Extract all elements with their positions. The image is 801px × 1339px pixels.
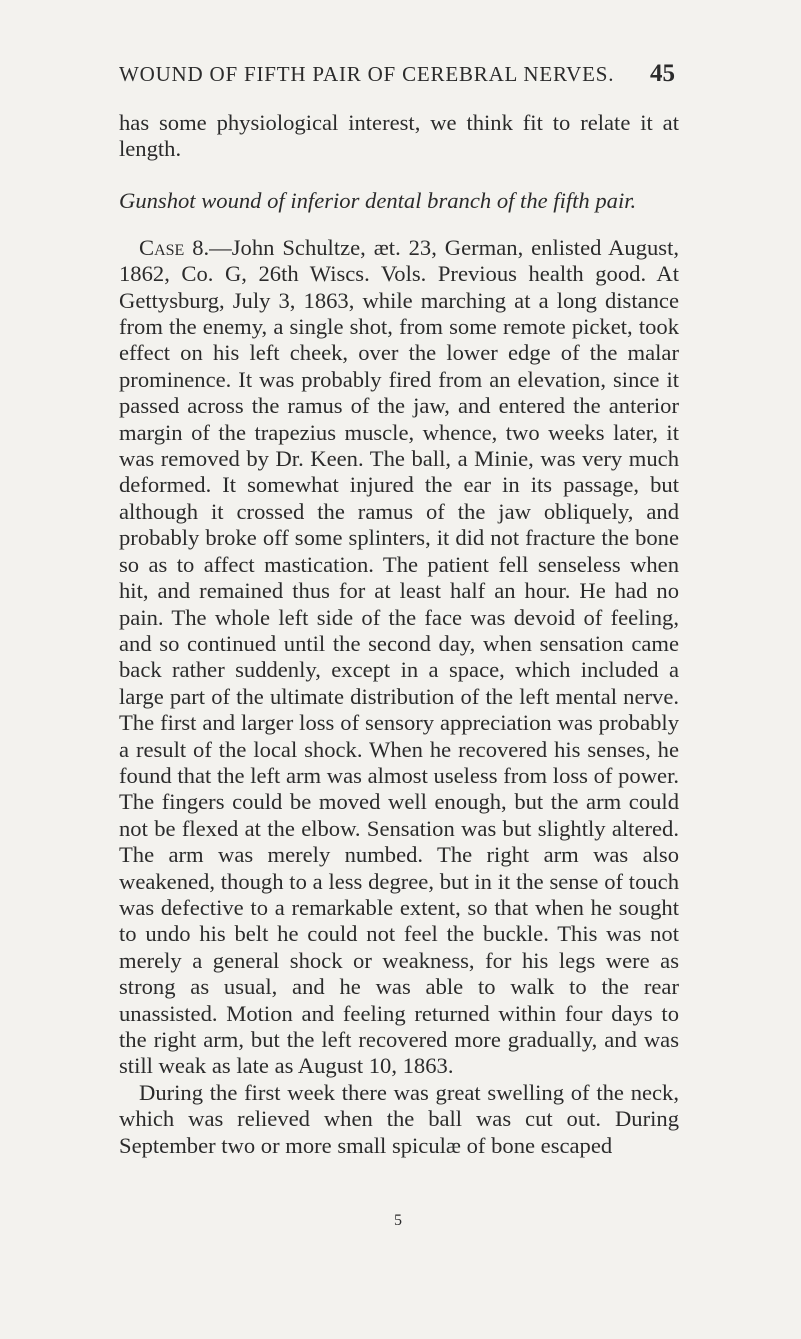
case-paragraph [119,235,679,1080]
section-heading: Gunshot wound of inferior dental branch of the fifth pair. [119,187,637,213]
case-label: Case 8. [139,234,210,260]
case-text: —John Schultze, æt. 23, German, enlisted August, 1862, Co. G, 26th Wiscs. Vols. Previous health good. At Gettysburg, July 3, 1863, while marching at a long distance from the enemy, a single shot, from some remote picket, took effect on his left cheek, over the lower edge of the malar prominence. It was probably fired from an elevation, since it passed across the ramus of the jaw, and entered the anterior margin of the trapezius muscle, whence, two weeks later, it was removed by Dr. Keen. The ball, a Minie, was very much deformed. It somewhat injured the ear in its passage, but although it crossed the ramus of the jaw obliquely, and probably broke off some splinters, it did not fracture the bone so as to affect mastication. The patient fell senseless when hit, and remained thus for at least half an hour. He had no pain. The whole left side of the face was devoid of feeling, and so continued until the second day, when sensation came back rather suddenly, except in a space, which included a large part of the ultimate distribution of the left mental nerve. The first and larger loss of sensory appreciation was probably a result of the local shock. When he recovered his senses, he found that the left arm was almost useless from loss of power. The fingers could be moved well enough, but the arm could not be flexed at the elbow. Sensation was but slightly altered. The arm was merely numbed. The right arm was also weakened, though to a less degree, but in it the sense of touch was defective to a remarkable extent, so that when he sought to undo his belt he could not feel the buckle. This was not merely a general shock or weakness, for his legs were as strong as usual, and he was able to walk to the rear unassisted. Motion and feeling returned within four days to the right arm, but the left recovered more gradually, and was still weak as late as August 10, 1863. [119,234,680,1079]
intro-paragraph: has some physiological interest, we think fit to relate it at length. [119,110,679,162]
page-number: 45 [650,60,675,87]
second-paragraph: During the first week there was great swelling of the neck, which was relieved when the ball was cut out. During September two or more small spiculæ of bone escaped [119,1079,679,1158]
running-head: WOUND OF FIFTH PAIR OF CEREBRAL NERVES. [119,62,615,86]
body-text [119,110,679,1159]
signature-mark: 5 [394,1212,402,1229]
page-header [119,62,675,94]
